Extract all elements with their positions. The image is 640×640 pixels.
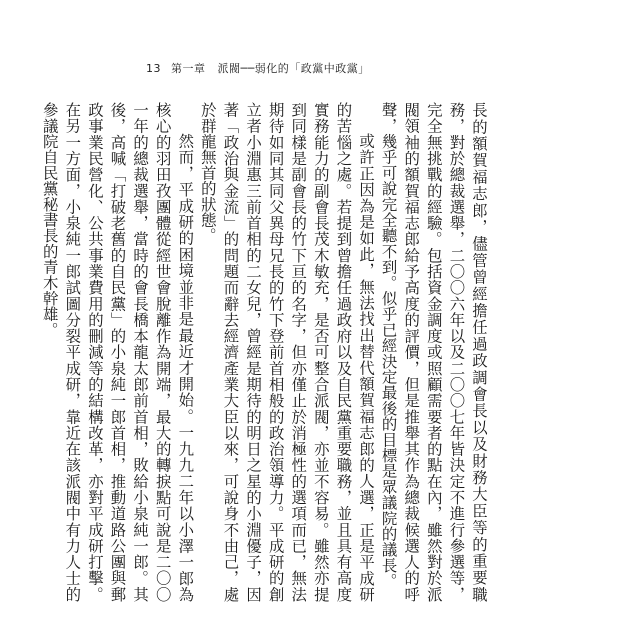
page-number: 13 [146, 62, 161, 75]
paragraph: 然而，平成研的困境並非是最近才開始。一九九二年以小澤一郎為核心的羽田孜團體從經世會脫離作為開端，最大的轉捩點可說是二〇〇一年的總裁選舉，當時的會長橋本龍太郎前首相，敗給小泉純一郎。其後，高喊「打破老舊的自民黨」的小泉純一郎首相，推動道路公團與郵政事業民營化、公共事業費用的刪減等的結構改革，亦對平成研打擊。在另一方面，小泉純一郎試圖分裂平成研，靠近在該派閥中有力人士的參議院自民黨秘書長的青木幹雄。 [40, 102, 195, 602]
paragraph: 或許正因為是如此，無法找出替代額賀福志郎的人選，正是平成研的苦惱之處。若提到曾擔任過政府以及自民黨重要職務，並且具有高度實務能力的副會長茂木敏充，是否可整合派閥，亦並不容易。雖然亦提到同樣是副會長的竹下亘的名字，但亦僅止於消極性的選項而已，無法期待如同其同父異母兄長的竹下登前首相般的政治領導力。平成研的創立者小淵惠三前首相的二女兒，曾經是期待的明日之星的小淵優子，因著「政治與金流」的問題而辭去經濟產業大臣以來，可說身不由己，處於群龍無首的狀態。 [198, 102, 376, 602]
vertical-body-text [40, 102, 490, 602]
chapter-label: 第一章 [171, 62, 206, 75]
paragraph: 長的額賀福志郎，儘管曾經擔任過政調會長以及財務大臣等的重要職務，對於總裁選舉，二〇〇六年以及二〇〇七年皆決定不進行參選等，完全無挑戰的經驗。包括資金調度或照顧需要者的點在內，雖然對於派閥領袖的額賀福志郎給予高度的評價，但是推舉其作為總裁候選人的呼聲，幾乎可說完全聽不到。似乎已經決定最後的目標是眾議院的議長。 [379, 102, 488, 602]
running-header [146, 60, 370, 76]
chapter-title: 派閥──弱化的「政黨中政黨」 [217, 62, 370, 75]
